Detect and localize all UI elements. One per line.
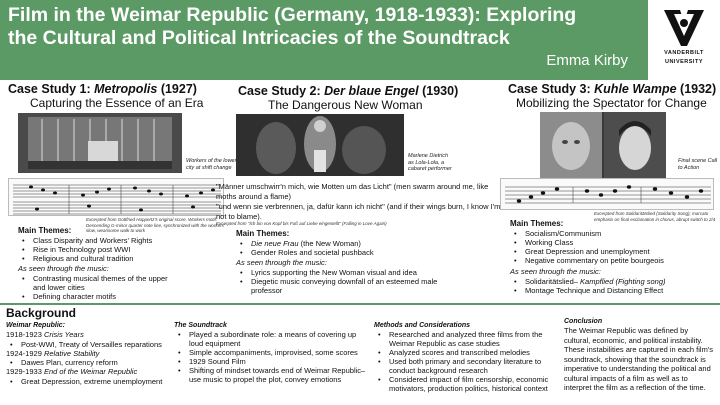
case1-excerpt-caption: Excerpted from Gottfried Huppertz's original score. Workers motif: Descending G-minor quarter note line, synchronized with the workers' slow, wearisome walk to work — [86, 217, 225, 233]
list-item: • Dawes Plan, currency reform — [6, 358, 166, 367]
conclusion-text: The Weimar Republic was defined by cultural, economic, and political instability. These instabilities are captured in each film's soundtrack, showing that the soundtrack is imperative to understanding the political and cultural impacts of a film as well as to interpret the film as a reflection of the time. — [564, 326, 714, 392]
case1-seen-list — [18, 274, 168, 301]
case2-themes-heading: Main Themes: — [236, 229, 290, 238]
case3-seen-list — [510, 277, 715, 295]
list-item: • Die neue Frau (the New Woman) — [236, 239, 466, 248]
list-item: • Great Depression and unemployment — [510, 247, 715, 256]
metropolis-gate-image — [18, 113, 182, 173]
period-2-list — [6, 358, 166, 367]
case3-subtitle: Mobilizing the Spectator for Change — [516, 96, 707, 110]
period-2: 1924-1929 Relative Stability — [6, 348, 100, 358]
period-1-list — [6, 340, 166, 349]
oak-leaf-v-icon — [661, 6, 707, 48]
case2-quote-2: "und wenn sie verbrennen, ja, dafür kann ich nicht" (and if their wings burn, I know I'm not to blame). — [216, 202, 501, 221]
case3-score-excerpt — [500, 178, 714, 210]
case2-caption: Marlene Dietrich as Lola-Lola, a cabaret performer — [408, 153, 452, 172]
case1-themes-heading: Main Themes: — [18, 226, 72, 235]
case3-caption: Final scene Call to Action — [678, 158, 718, 171]
case1-subtitle: Capturing the Essence of an Era — [30, 96, 204, 110]
blue-angel-stage-image — [236, 114, 404, 176]
case1-themes-list — [18, 236, 218, 263]
list-item: • Negative commentary on petite bourgeois — [510, 256, 715, 265]
list-item: • Gender Roles and societal pushback — [236, 248, 466, 257]
kuhle-wampe-still-photo — [540, 112, 666, 178]
methods-column — [374, 321, 560, 393]
weimar-column — [6, 321, 166, 386]
list-item: • Rise in Technology post WWI — [18, 245, 218, 254]
list-item: • Montage Technique and Distancing Effect — [510, 286, 715, 295]
period-3: 1929-1933 End of the Weimar Republic — [6, 367, 138, 376]
list-item: • Played a subordinate role: a means of covering up loud equipment — [174, 330, 370, 348]
case1-seen-heading: As seen through the music: — [18, 264, 109, 273]
vanderbilt-logo — [648, 0, 720, 80]
case2-title: Case Study 2: Der blaue Engel (1930) — [238, 84, 459, 98]
methods-heading: Methods and Considerations — [374, 322, 471, 329]
period-3-list — [6, 377, 166, 386]
title-banner — [0, 0, 720, 80]
list-item: • Used both primary and secondary literature to conduct background research — [374, 357, 560, 375]
list-item: • Defining character motifs — [18, 292, 168, 301]
list-item: • Working Class — [510, 238, 715, 247]
author-name: Emma Kirby — [546, 52, 628, 69]
case2-seen-heading: As seen through the music: — [236, 258, 327, 267]
list-item: • Religious and cultural tradition — [18, 254, 218, 263]
kuhle-wampe-faces-image — [540, 112, 666, 178]
case3-staff-notation — [501, 179, 714, 210]
case1-title: Case Study 1: Metropolis (1927) — [8, 82, 197, 96]
list-item: • Socialism/Communism — [510, 229, 715, 238]
list-item: • Great Depression, extreme unemployment — [6, 377, 166, 386]
poster-title: Film in the Weimar Republic (Germany, 1918-1933): Exploring the Cultural and Political Intricacies of the Soundtrack — [8, 4, 577, 49]
list-item: • Contrasting musical themes of the upper and lower cities — [18, 274, 168, 292]
logo-text-university: UNIVERSITY — [664, 59, 703, 65]
case2-seen-list — [236, 268, 448, 295]
list-item: • Researched and analyzed three films from the Weimar Republic as case studies — [374, 330, 560, 348]
soundtrack-column — [174, 321, 370, 384]
methods-list — [374, 330, 560, 393]
list-item: • Shifting of mindset towards end of Weimar Republic– use music to propel the plot, convey emotions — [174, 366, 370, 384]
list-item: • 1929 Sound Film — [174, 357, 370, 366]
case3-themes-heading: Main Themes: — [510, 219, 564, 228]
list-item: • Solidaritätslied– Kampflied (Fighting song) — [510, 277, 715, 286]
case3-seen-heading: As seen through the music: — [510, 267, 601, 276]
list-item: • Analyzed scores and transcribed melodies — [374, 348, 560, 357]
case1-caption: Workers of the lower city at shift change — [186, 158, 237, 171]
list-item: • Lyrics supporting the New Woman visual and idea — [236, 268, 448, 277]
background-heading: Background — [6, 306, 77, 320]
list-item: • Simple accompaniments, improvised, some scores — [174, 348, 370, 357]
soundtrack-list — [174, 330, 370, 384]
case3-themes-list — [510, 229, 715, 265]
weimar-heading: Weimar Republic: — [6, 322, 65, 329]
case2-excerpt-caption: Excerpted from "Ich bin von Kopf bis Fuß auf Liebe eingestellt" (Falling in Love Again) — [216, 221, 387, 226]
period-1: 1918-1923 Crisis Years — [6, 330, 84, 339]
case3-excerpt-caption: Excerpted from Solidaritätslied (Solidarity Song); marcato emphasis on final exclamation in chorus, abrupt switch to 2/4 — [594, 211, 716, 222]
background-divider — [0, 303, 720, 305]
case2-quote-1: "Männer umschwirr'n mich, wie Motten um das Licht" (men swarm around me, like moths around a flame) — [216, 182, 489, 201]
list-item: • Diegetic music conveying downfall of an esteemed male professor — [236, 277, 448, 295]
logo-text-vanderbilt: VANDERBILT — [664, 50, 704, 56]
case1-score-excerpt — [8, 178, 224, 216]
blue-angel-still-photo — [236, 114, 404, 176]
conclusion-column — [564, 317, 716, 393]
case2-subtitle: The Dangerous New Woman — [268, 98, 423, 112]
soundtrack-heading: The Soundtrack — [174, 322, 227, 329]
case2-themes-list — [236, 239, 466, 257]
list-item: • Class Disparity and Workers' Rights — [18, 236, 218, 245]
conclusion-heading: Conclusion — [564, 318, 603, 325]
metropolis-still-photo — [18, 113, 182, 173]
list-item: • Considered impact of film censorship, economic motivators, production politics, historical context — [374, 375, 560, 393]
list-item: • Post-WWI, Treaty of Versailles reparations — [6, 340, 166, 349]
case1-staff-notation — [9, 179, 224, 216]
case3-title: Case Study 3: Kuhle Wampe (1932) — [508, 82, 717, 96]
